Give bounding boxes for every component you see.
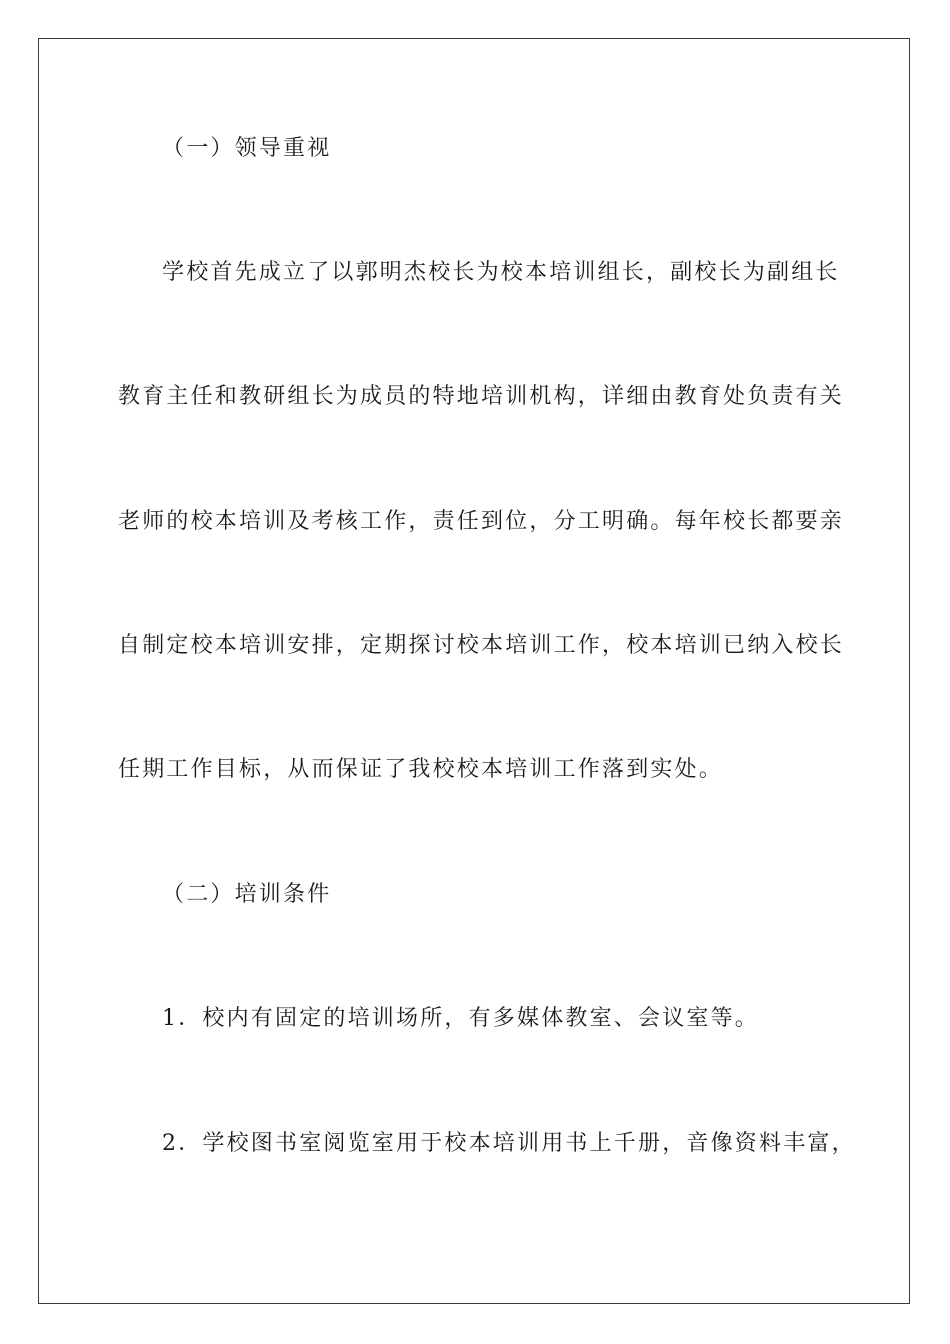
list-item-1: 1．校内有固定的培训场所，有多媒体教室、会议室等。: [162, 1006, 759, 1031]
paragraph-line-5: 任期工作目标，从而保证了我校校本培训工作落到实处。: [118, 757, 724, 782]
paragraph-line-2: 教育主任和教研组长为成员的特地培训机构，详细由教育处负责有关: [118, 384, 845, 409]
paragraph-line-1: 学校首先成立了以郭明杰校长为校本培训组长，副校长为副组长: [162, 260, 840, 285]
paragraph-line-3: 老师的校本培训及考核工作，责任到位，分工明确。每年校长都要亲: [118, 509, 845, 534]
page-border: [38, 38, 910, 1304]
paragraph-line-4: 自制定校本培训安排，定期探讨校本培训工作，校本培训已纳入校长: [118, 633, 845, 658]
section-heading-conditions: （二）培训条件: [162, 882, 332, 907]
section-heading-leadership: （一）领导重视: [162, 136, 332, 161]
list-item-2: 2．学校图书室阅览室用于校本培训用书上千册，音像资料丰富，: [162, 1131, 856, 1156]
